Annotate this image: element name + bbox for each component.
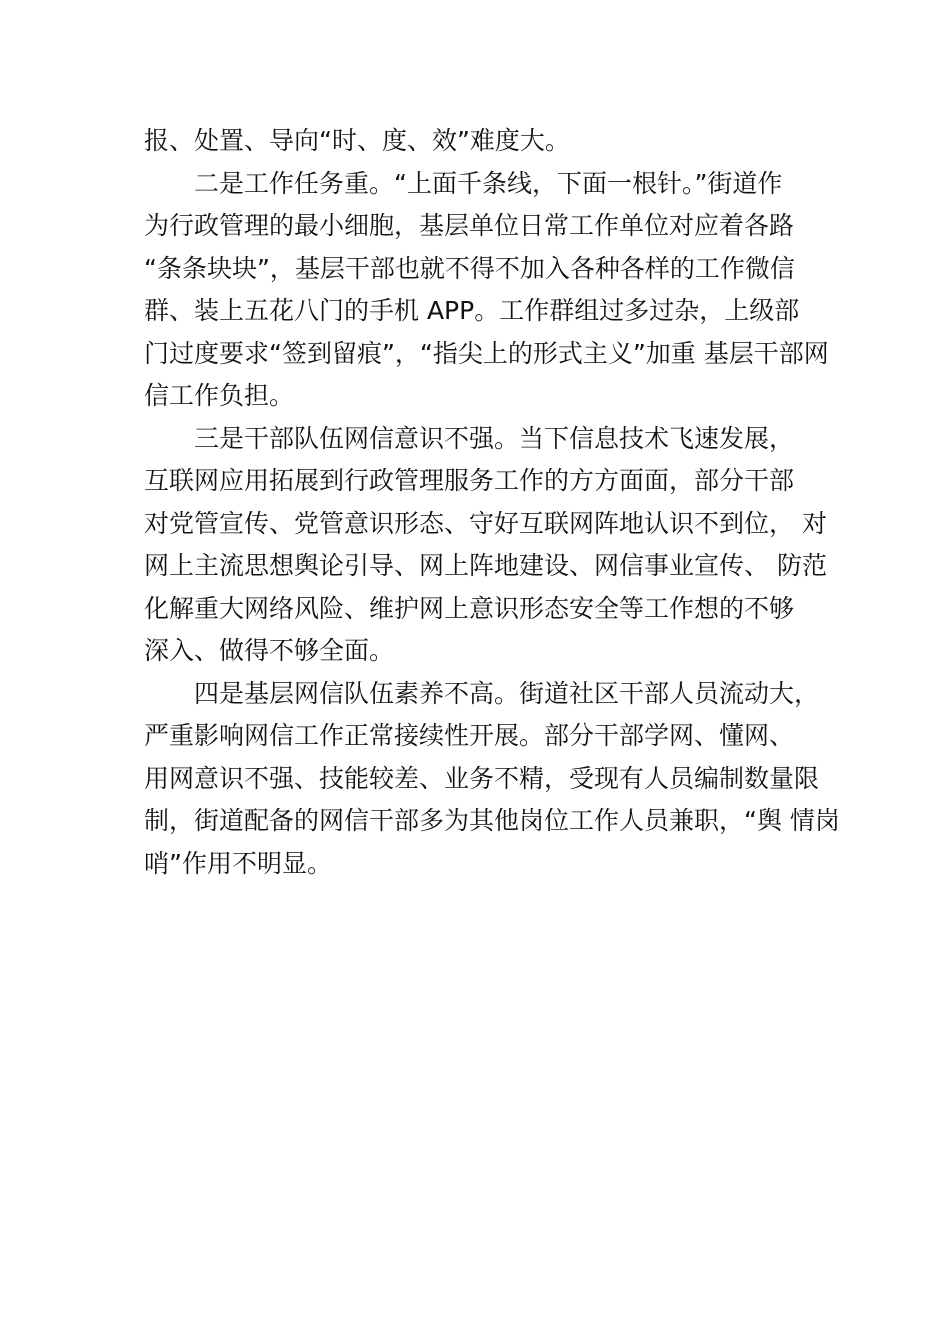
text-line: 群、装上五花八门的手机 APP。工作群组过多过杂，上级部 [144,296,800,325]
text-line: 用网意识不强、技能较差、业务不精，受现有人员编制数量限 [144,763,820,793]
text-line: 对党管宣传、党管意识形态、守好互联网阵地认识不到位， 对 [144,508,827,538]
text-line: 为行政管理的最小细胞，基层单位日常工作单位对应着各路 [144,211,795,240]
text-line: 化解重大网络风险、维护网上意识形态安全等工作想的不够 [144,593,795,623]
text-line: “条条块块”，基层干部也就不得不加入各种各样的工作微信 [144,253,795,283]
text-line: 严重影响网信工作正常接续性开展。部分干部学网、懂网、 [144,721,795,750]
paragraph-start-line: 三是干部队伍网信意识不强。当下信息技术飞速发展， [194,423,795,453]
text-line: 报、处置、导向“时、度、效”难度大。 [144,126,570,155]
text-line: 信工作负担。 [144,381,295,410]
text-line: 网上主流思想舆论引导、网上阵地建设、网信事业宣传、 防范 [144,551,827,580]
document-body [144,120,840,885]
text-line: 深入、做得不够全面。 [144,636,395,665]
text-line: 哨”作用不明显。 [144,848,332,878]
paragraph-start-line: 四是基层网信队伍素养不高。街道社区干部人员流动大， [194,678,820,708]
text-line: 互联网应用拓展到行政管理服务工作的方方面面，部分干部 [144,466,795,495]
paragraph-start-line: 二是工作任务重。“上面千条线，下面一根针。”街道作 [194,168,783,198]
text-line: 门过度要求“签到留痕”，“指尖上的形式主义”加重 基层干部网 [144,338,829,368]
text-line: 制，街道配备的网信干部多为其他岗位工作人员兼职，“舆 情岗 [144,806,840,835]
